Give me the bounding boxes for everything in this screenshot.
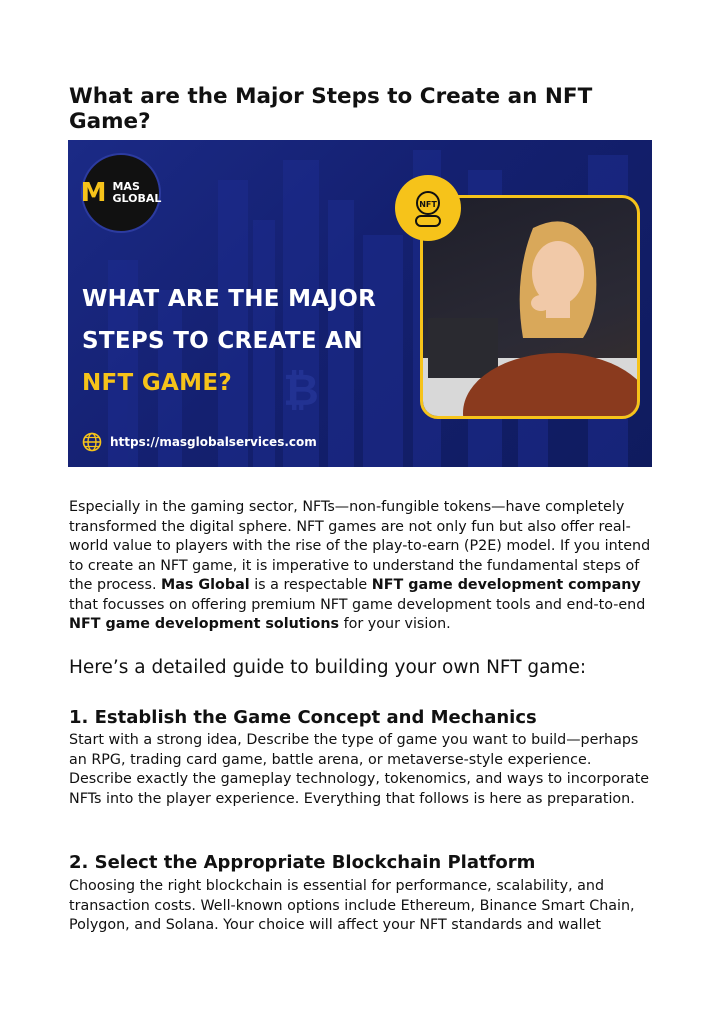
headline-line-2: STEPS TO CREATE AN	[82, 328, 363, 354]
logo-text-top: MAS	[112, 180, 140, 193]
section-heading-1: 1. Establish the Game Concept and Mechanics	[69, 707, 537, 728]
banner-image	[68, 140, 652, 467]
intro-text-1: Especially in the gaming sector, NFTs—non-fungible tokens—have completely transformed the digital sphere. NFT games are not only fun but also offer real-world value to players with the rise of the play-to-earn (P2E) model. If you intend to create an NFT game, it is imperative to understand the fundamental steps of the process.	[69, 499, 651, 593]
headline-line-3: NFT GAME?	[82, 370, 232, 396]
intro-text-2: is a respectable	[249, 577, 372, 593]
nft-controller-icon	[405, 185, 451, 231]
page-title: What are the Major Steps to Create an NFT Game?	[69, 84, 593, 134]
intro-bold-service: NFT game development company	[371, 577, 641, 593]
intro-bold-solutions: NFT game development solutions	[69, 616, 340, 632]
guide-heading: Here’s a detailed guide to building your own NFT game:	[69, 657, 587, 678]
banner-url: https://masglobalservices.com	[110, 435, 317, 449]
logo-m-icon: M	[80, 178, 107, 208]
globe-icon	[82, 432, 102, 452]
intro-text-3: that focusses on offering premium NFT game development tools and end-to-end	[69, 596, 646, 613]
section-body-1: Start with a strong idea, Describe the type of game you want to build—perhaps an RPG, trading card game, battle arena, or metaverse-style experience. Describe exactly the gameplay technology, tokenomics, and ways to incorporate NFTs into the player experience. Everything that follows is here as preparation.	[69, 732, 650, 807]
banner-headline	[82, 278, 412, 404]
intro-bold-company: Mas Global	[161, 577, 250, 593]
banner-url-row	[82, 432, 317, 452]
section-heading-2: 2. Select the Appropriate Blockchain Platform	[69, 852, 536, 873]
logo-text-bottom: GLOBAL	[112, 192, 162, 205]
headline-line-1: WHAT ARE THE MAJOR	[82, 286, 377, 312]
badge-text: NFT	[419, 200, 437, 209]
mas-global-logo	[80, 155, 162, 231]
svg-text:₿: ₿	[283, 365, 319, 416]
intro-text-4: for your vision.	[339, 616, 451, 632]
intro-paragraph	[69, 498, 654, 635]
nft-gamepad-badge	[395, 175, 461, 241]
section-body-2: Choosing the right blockchain is essential for performance, scalability, and transaction costs. Well-known options include Ethereum, Binance Smart Chain, Polygon, and Solana. Your choice will affect your NFT standards and wallet	[69, 878, 635, 933]
woman-with-laptop-illustration	[423, 198, 637, 416]
